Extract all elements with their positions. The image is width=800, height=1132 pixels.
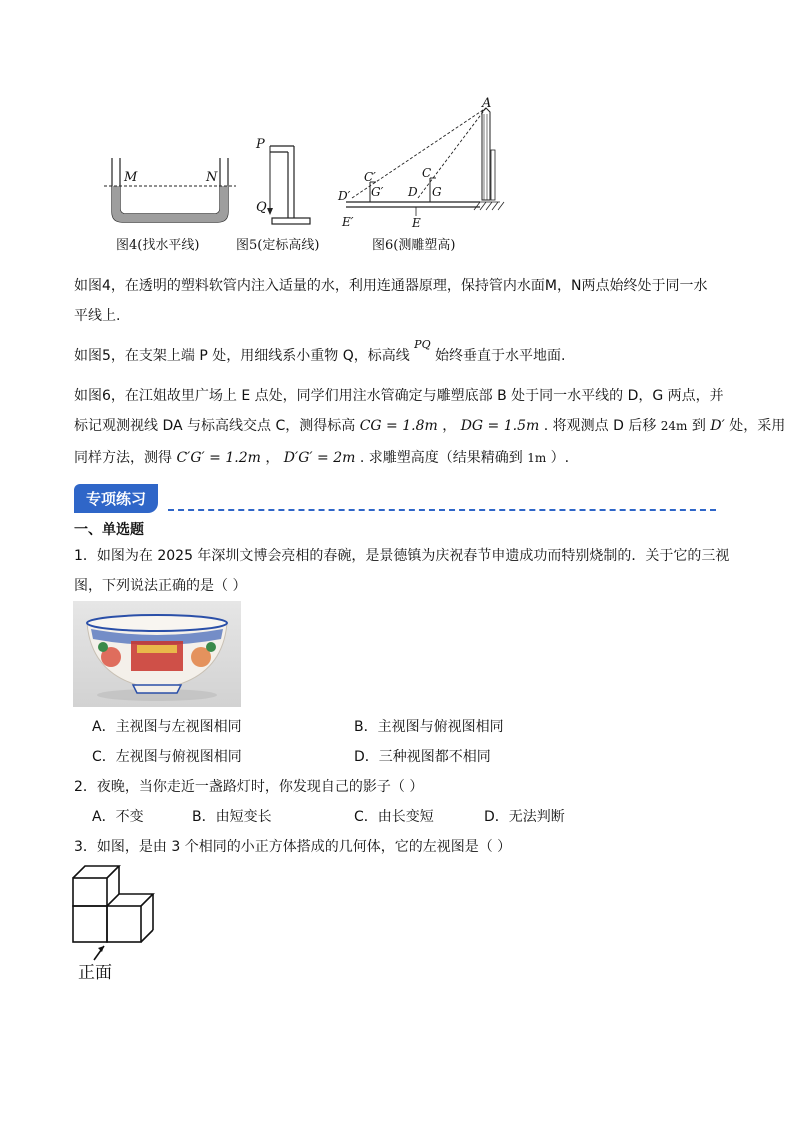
cubes-figure <box>70 862 160 952</box>
fig4-caption: 图4(找水平线) <box>116 238 200 253</box>
section-badge: 专项练习 <box>74 484 158 513</box>
p3-math-dgprime: D′G′ = 2m <box>283 450 356 466</box>
fig6-label-g: G <box>432 185 442 199</box>
p3-line2-text-d: 到 <box>691 418 706 434</box>
p3-line3-text-a: 同样方法，测得 <box>74 450 172 466</box>
q1-option-c[interactable]: C．左视图与俯视图相同 <box>92 749 242 765</box>
q2-line1: 2．夜晚，当你走近一盏路灯时，你发现自己的影子（ ） <box>74 779 424 795</box>
p3-line2-text-a: 标记观测视线 DA 与标高线交点 C，测得标高 <box>74 418 356 434</box>
p3-math-1m: 1m <box>527 451 547 465</box>
fig6-label-d: D <box>408 185 418 199</box>
q2-option-c[interactable]: C．由长变短 <box>354 809 434 825</box>
fig4-label-n: N <box>206 170 218 185</box>
fig4-label-m: M <box>124 170 138 185</box>
p3-line2-text-b: ， <box>442 418 457 434</box>
q2-option-a[interactable]: A．不变 <box>92 809 144 825</box>
q2-option-b[interactable]: B．由短变长 <box>192 809 272 825</box>
part1-heading: 一、单选题 <box>74 522 144 538</box>
fig5-label-p: P <box>256 137 265 152</box>
p3-math-dprime: D′ <box>710 418 725 434</box>
fig6-label-g-prime: G′ <box>371 185 384 199</box>
figure-4-tube <box>100 150 240 230</box>
bowl-photo <box>73 601 241 707</box>
q1-line2: 图，下列说法正确的是（ ） <box>74 578 247 594</box>
p3-line2-text-e: 处，采用 <box>729 418 786 434</box>
fig5-caption: 图5(定标高线) <box>236 238 320 253</box>
q1-option-b[interactable]: B．主视图与俯视图相同 <box>354 719 504 735</box>
p3-math-24m: 24m <box>660 419 688 433</box>
paragraph-fig6-line1: 如图6，在江姐故里广场上 E 点处，同学们用注水管确定与雕塑底部 B 处于同一水平线的 D，G 两点，并 <box>74 388 724 404</box>
figure-5-stand <box>264 138 324 230</box>
p2-math-pq: PQ <box>414 338 431 351</box>
paragraph-fig4-line2: 平线上. <box>74 308 121 324</box>
q1-line1: 1．如图为在 2025 年深圳文博会亮相的春碗，是景德镇为庆祝春节申遗成功而特别烧制的．关于它的三视 <box>74 548 730 564</box>
q1-option-d[interactable]: D．三种视图都不相同 <box>354 749 491 765</box>
paragraph-fig6-line3 <box>74 448 569 468</box>
fig6-label-e-prime: E′ <box>342 215 354 229</box>
p3-math-cgprime: C′G′ = 1.2m <box>176 450 261 466</box>
p3-math-cg: CG = 1.8m <box>359 418 438 434</box>
p3-line3-text-c: . 求雕塑高度（结果精确到 <box>359 450 523 466</box>
front-label: 正面 <box>78 963 112 983</box>
p3-line3-text-b: ， <box>265 450 280 466</box>
p3-math-dg: DG = 1.5m <box>460 418 540 434</box>
paragraph-fig6-line2 <box>74 416 785 436</box>
fig6-label-c-prime: C′ <box>364 170 376 184</box>
fig6-label-a: A <box>482 96 492 111</box>
fig6-label-d-prime: D′ <box>338 189 351 203</box>
q2-option-d[interactable]: D．无法判断 <box>484 809 565 825</box>
paragraph-fig5 <box>74 338 566 367</box>
q3-line1: 3．如图，是由 3 个相同的小正方体搭成的几何体，它的左视图是（ ） <box>74 839 512 855</box>
fig6-caption: 图6(测雕塑高) <box>372 238 456 253</box>
paragraph-fig4-line1: 如图4，在透明的塑料软管内注入适量的水，利用连通器原理，保持管内水面M，N两点始终处于同一水 <box>74 278 708 294</box>
fig5-label-q: Q <box>256 200 267 215</box>
q1-option-a[interactable]: A．主视图与左视图相同 <box>92 719 242 735</box>
p2-suffix: 始终垂直于水平地面. <box>435 348 566 364</box>
p3-line2-text-c: . 将观测点 D 后移 <box>543 418 657 434</box>
fig6-label-e: E <box>412 216 421 230</box>
section-divider <box>168 509 716 511</box>
p2-prefix: 如图5，在支架上端 P 处，用细线系小重物 Q，标高线 <box>74 348 410 364</box>
p3-line3-text-d: ）. <box>550 450 570 466</box>
figure-6-sculpture <box>340 100 510 220</box>
fig6-label-c: C <box>422 166 432 180</box>
